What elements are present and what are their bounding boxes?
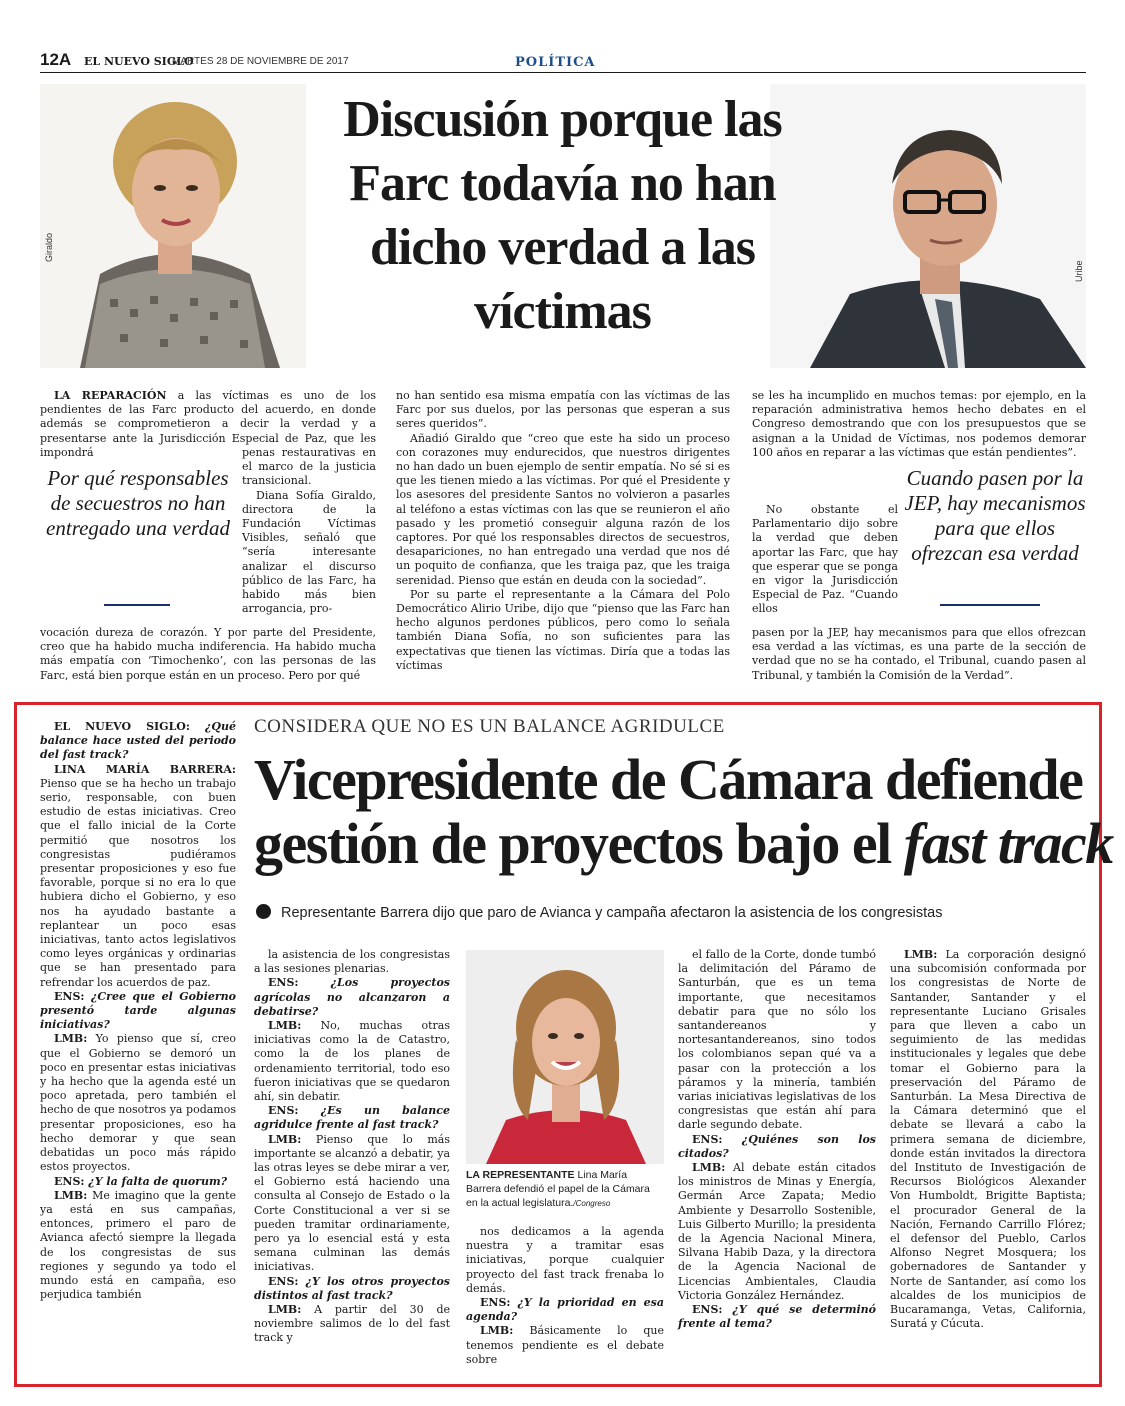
top-col1-p1b: penas restaurativas en el marco de la justicia transicional. [242, 446, 376, 488]
q7-text: ¿Y la prioridad en esa agenda? [466, 1296, 664, 1324]
caption-text: Lina María Barrera defendió el papel de la Cámara en la actual legislatura. [466, 1169, 650, 1209]
top-col1-p3: vocación dureza de corazón. Y por parte del Presidente, creo que ha habido mucha indiferencia. Ha habido mucha más empatía con ‘Timochenko’, con las personas de las Farc, está bien porque están en un proceso. Pero por qué [40, 626, 376, 682]
top-col2-p1: no han sentido esa misma empatía con las víctimas de las Farc por sus duelos, por las personas que esperan a sus seres queridos”. [396, 389, 730, 431]
a3-cont: la asistencia de los congresistas a las sesiones plenarias. [254, 948, 450, 976]
a9-speaker: LMB: [904, 948, 938, 961]
a5-speaker: LMB: [268, 1132, 302, 1146]
pull-quote-right: Cuando pasen por la JEP, hay mecanismos para que ellos ofrezcan esa verdad [904, 466, 1086, 565]
section-label: POLÍTICA [515, 55, 596, 70]
a3-text: Me imagino que la gente ya está en sus campañas, entonces, primero el paro de Avianca afectó siempre la llegada de los congresistas de sus regiones y segundo ya todo el mundo está en campaña, eso perjudica también [40, 1188, 236, 1302]
bottom-kicker: CONSIDERA QUE NO ES UN BALANCE AGRIDULCE [254, 716, 725, 737]
bottom-headline-line2-italic: fast track [903, 811, 1113, 876]
interview-col-1 [40, 720, 236, 1302]
header-rule [40, 72, 1086, 73]
bottom-headline-line1: Vicepresidente de Cámara defiende [254, 747, 1083, 812]
bullet-dot-icon [256, 904, 271, 919]
publication-name: EL NUEVO SIGLO [84, 55, 194, 68]
bottom-headline-line2 [254, 811, 1113, 876]
photo-caption [466, 1168, 664, 1211]
giraldo-portrait-icon [40, 84, 306, 368]
bottom-deck [256, 904, 943, 921]
photo-barrera [466, 950, 664, 1164]
top-col2-p2: Añadió Giraldo que “creo que este ha sido un proceso con corazones muy endurecidos, que nuestros dirigentes no han dado un buen ejemplo de sentir empatía. No sé si es que les tienen miedo a las víctimas. Por qué el Presidente y los asesores del presidente Santos no volvieron a pasarles al teléfono a estas víctimas con las que se reunieron el año pasado y les prometió conseguir alguna razón de los captores. Por qué los responsables directos de secuestros, desapariciones, no han entregado una verdad que nos dé un poquito de confianza, que les traiga paz, que les traiga serenidad. Pienso que están en deuda con la sociedad”. [396, 431, 730, 587]
photo-uribe [770, 84, 1086, 368]
a5-text: Pienso que lo más importante se alcanzó a debatir, ya las otras leyes se debe mirar a ver, el Gobierno está haciendo una consulta al Consejo de Estado o la Corte Constitucional a ver si se pueden tramitar ordinariamente, pero ya lo esencial está y esta semana culminan las demás iniciativas. [254, 1132, 451, 1274]
a9-text: La corporación designó una subcomisión conformada por los congresistas de Norte de Santander, Santander y el representante Luciano Grisales para que lleven a cabo un seguimiento de las medidas institucionales y legales que debe tomar el Gobierno para la preservación del Páramo de Santurbán. La Mesa Directiva de la Cámara determinó que el debate se llevará a cabo la primera semana de diciembre, donde están invitados la directora del Instituto de Investigación de Recursos Biológicos Alexander Von Humboldt, Brigitte Baptista; el procurador General de la Nación, Fernando Carrillo Flórez; el defensor del Pueblo, Carlos Alfonso Negret Mosquera; los gobernadores de Santander y Norte de Santander, así como los alcaldes de los municipios de Bucaramanga, Vetas, California, Suratá y Cúcuta. [890, 948, 1087, 1331]
a1-speaker: LINA MARÍA BARRERA: [54, 762, 236, 776]
a6-text: A partir del 30 de noviembre salimos de lo del fast track y [254, 1303, 450, 1345]
publication-date: MARTES 28 DE NOVIEMBRE DE 2017 [172, 56, 349, 67]
a3-speaker: LMB: [54, 1188, 88, 1202]
top-col3-p3: pasen por la JEP, hay mecanismos para que ellos ofrezcan esa verdad a las víctimas, es una parte de la sección de verdad que no se ha contado, el Tribunal, cuando pasen al Tribunal, y también la Comisión de la Verdad”. [752, 626, 1086, 682]
a2-speaker: LMB: [54, 1032, 88, 1046]
q8-text: ¿Quiénes son los citados? [678, 1132, 876, 1160]
pull-quote-left-rule [104, 604, 170, 606]
interview-col-5 [890, 948, 1086, 1331]
top-col-1-bottom [40, 626, 376, 683]
top-lead: LA REPARACIÓN [54, 389, 167, 402]
top-col-2 [396, 389, 730, 673]
q8-speaker: ENS: [692, 1132, 723, 1146]
pull-quote-right-rule [940, 604, 1040, 606]
q1-text: ¿Qué balance hace usted del periodo del fast track? [40, 720, 236, 762]
bottom-deck-text: Representante Barrera dijo que paro de Avianca y campaña afectaron la asistencia de los congresistas [281, 905, 943, 921]
top-col3-p2: No obstante el Parlamentario dijo sobre la verdad que deben aportar las Farc, que hay que esperar que se ponga en vigor la Jurisdicción Especial de Paz. “Cuando ellos [752, 503, 898, 616]
interview-col-4 [678, 948, 876, 1331]
bottom-headline [254, 747, 1113, 876]
q5-speaker: ENS: [268, 1104, 299, 1118]
photo-giraldo [40, 84, 306, 368]
top-col-3-bottom [752, 626, 1086, 683]
photo-credit-uribe: Uribe [1074, 260, 1084, 282]
q5-text: ¿Es un balance agridulce frente al fast track? [254, 1104, 450, 1132]
bottom-headline-line2-normal: gestión de proyectos bajo el [254, 811, 904, 876]
q2-text: ¿Cree que el Gobierno presentó tarde algunas iniciativas? [40, 989, 236, 1032]
pull-quote-left: Por qué responsables de secuestros no han entregado una verdad [46, 466, 230, 540]
a4-text: No, muchas otras iniciativas como la de Catastro, como la de los planes de ordenamiento territorial, todo eso fueron iniciativas que se quedaron ahí, sin debatir. [254, 1019, 450, 1104]
a8-speaker: LMB: [692, 1161, 726, 1175]
a7-text: Básicamente lo que tenemos pendiente es el debate sobre [466, 1324, 664, 1366]
top-headline: Discusión porque las Farc todavía no han dicho verdad a las víctimas [343, 91, 782, 340]
a7-speaker: LMB: [480, 1324, 514, 1338]
q9-text: ¿Y qué se determinó frente al tema? [678, 1303, 876, 1331]
q9-speaker: ENS: [692, 1303, 723, 1317]
a4-speaker: LMB: [268, 1019, 302, 1033]
q1-speaker: EL NUEVO SIGLO: [54, 720, 190, 733]
q7-speaker: ENS: [480, 1296, 511, 1310]
page-number: 12A [40, 50, 72, 69]
q3-text: ¿Y la falta de quorum? [88, 1174, 228, 1188]
top-col1-p2: Diana Sofía Giraldo, directora de la Fundación Víctimas Visibles, señaló que “sería interesante analizar el discurso público de las Farc, ha habido más bien arrogancia, pro- [242, 488, 376, 616]
uribe-portrait-icon [770, 84, 1086, 368]
a6-cont: nos dedicamos a la agenda nuestra y a tramitar esas iniciativas, porque cualquier proyecto del fast track frenaba lo demás. [466, 1225, 664, 1295]
caption-lead: LA REPRESENTANTE [466, 1169, 575, 1181]
q2-speaker: ENS: [54, 989, 85, 1003]
a6-speaker: LMB: [268, 1303, 302, 1317]
top-col2-p3: Por su parte el representante a la Cámara del Polo Democrático Alirio Uribe, dijo que “pienso que las Farc han hecho algunos perdones públicos, pero como lo señala también Diana Sofía, no son suficientes para las expectativas que tienen las víctimas. Diría que a todas las víctimas [396, 587, 730, 672]
photo-credit-giraldo: Giraldo [44, 232, 54, 262]
a7-cont: el fallo de la Corte, donde tumbó la delimitación del Páramo de Santurbán, que es un tema importante, que necesitamos debatir para que no sólo los santandereanos y nortesantandereanos, sino todos los colombianos sepan qué va a pasar con la protección a los páramos y la minería, también varias iniciativas legislativas de los congresistas que están ahí para darle segundo debate. [678, 948, 876, 1132]
q3-speaker: ENS: [54, 1174, 85, 1188]
interview-col-2 [254, 948, 450, 1346]
a8-text: Al debate están citados los ministros de Minas y Energía, Germán Arce Zapata; Medio Ambiente y Desarrollo Sostenible, Luis Gilberto Murillo; la presidenta de la Agencia Nacional Minera, Silvana Habib Daza, y la directora de la Agencia Nacional de Licencias Ambientales, Claudia Victoria González Hernández. [678, 1161, 876, 1302]
q4-speaker: ENS: [268, 976, 299, 990]
a1-text: Pienso que se ha hecho un trabajo serio, responsable, con buen estudio de estas iniciativas. Creo que el fallo inicial de la Corte permitió que nosotros los congresistas pudiéramos presentar proposiciones y eso fue favorable, porque si no era lo que hubiera dicho el Gobierno, y eso nos ha ayudado bastante a replantear un poco esas iniciativas, tanto actos legislativos como leyes orgánicas y ordinarias que se han presentado para refrendar los acuerdos de paz. [40, 776, 236, 989]
top-col-1-wrap [242, 446, 376, 616]
top-col-3-top [752, 389, 1086, 460]
caption-credit: /Congreso [573, 1199, 611, 1208]
q6-speaker: ENS: [268, 1274, 299, 1288]
q4-text: ¿Los proyectos agrícolas no alcanzaron a debatirse? [254, 976, 450, 1018]
q6-text: ¿Y los otros proyectos distintos al fast track? [254, 1274, 450, 1302]
top-col-3-wrap [752, 503, 898, 617]
interview-col-3 [466, 1225, 664, 1367]
barrera-portrait-icon [466, 950, 664, 1164]
a2-text: Yo pienso que sí, creo que el Gobierno se demoró un poco en presentar estas iniciativas y ha hecho que la agenda esté un poco apretada, pero también el hecho de que nosotros ya podamos presentar proposiciones, eso ha hecho demorar y que sean debatidas un poco más rápido estos proyectos. [40, 1032, 237, 1174]
top-col3-p1: se les ha incumplido en muchos temas: por ejemplo, en la reparación administrativa hemos hecho debates en el Congreso demostrando que con los presupuestos que se asignan a la Unidad de Víctimas, nos podemos demorar 100 años en reparar a las víctimas que están pendientes”. [752, 389, 1086, 459]
top-col1-p1: a las víctimas es uno de los pendientes de las Farc producto del acuerdo, en donde además se comprometieron a decir la verdad y a presentarse ante la Jurisdicción Especial de Paz, que les impondrá [40, 389, 377, 459]
